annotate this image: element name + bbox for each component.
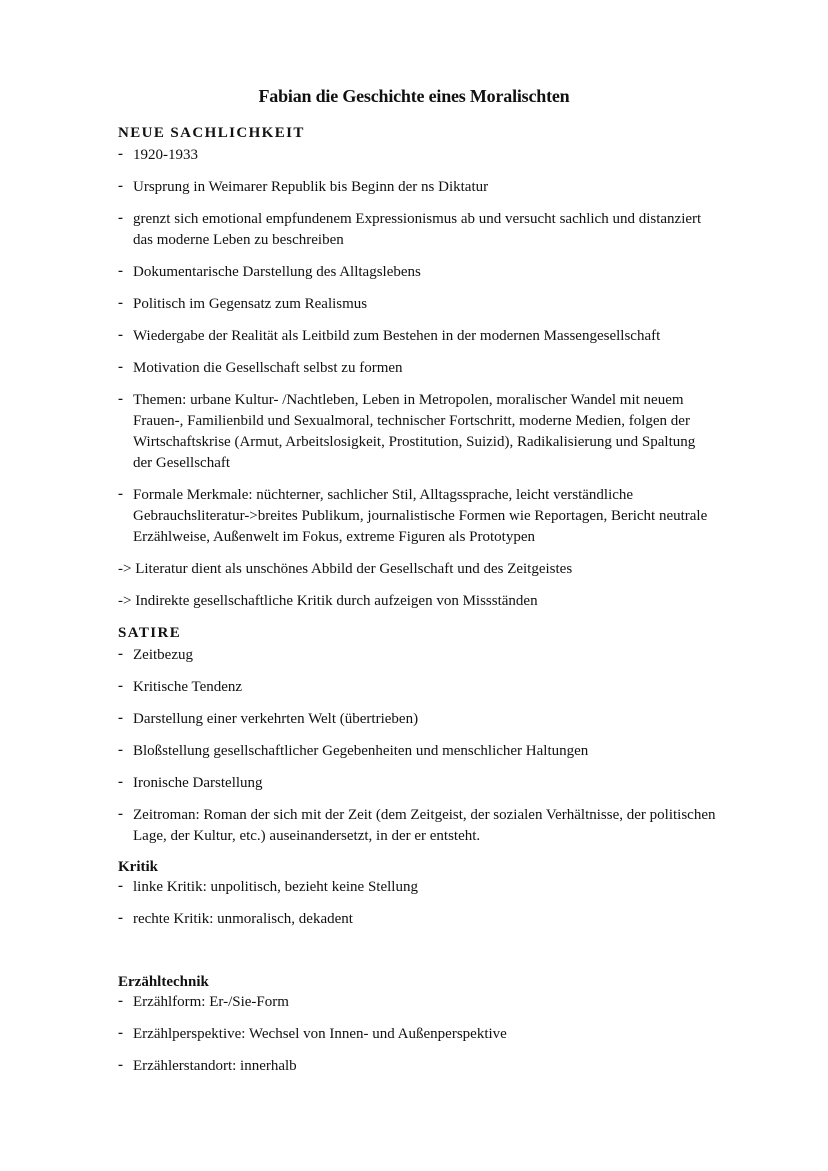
list-item-text: Erzählperspektive: Wechsel von Innen- und Außenperspektive <box>133 1026 507 1042</box>
list-item <box>118 645 718 666</box>
bullet-dash: - <box>118 878 123 894</box>
list-item-text: Darstellung einer verkehrten Welt (übertrieben) <box>133 711 419 727</box>
list-item <box>118 741 718 762</box>
bullet-dash: - <box>118 327 123 343</box>
bullet-dash: - <box>118 1025 123 1041</box>
list-item <box>118 992 718 1013</box>
list-item-text: Erzählerstandort: innerhalb <box>133 1058 297 1074</box>
list-item-text: Ursprung in Weimarer Republik bis Beginn der ns Diktatur <box>133 179 489 195</box>
bullet-dash: - <box>118 295 123 311</box>
section-heading-neue-sachlichkeit: NEUE SACHLICHKEIT <box>118 125 305 141</box>
list-item-text: rechte Kritik: unmoralisch, dekadent <box>133 911 353 927</box>
list-item <box>118 1024 718 1045</box>
list-item <box>118 209 718 251</box>
bullet-dash: - <box>118 210 123 226</box>
list-item-text: Themen: urbane Kultur- /Nachtleben, Leben in Metropolen, moralischer Wandel mit neuem Frauen-, Familienbild und Sexualmoral, technischer Fortschritt, moderne Medien, folgen der Wirtschaftskrise (Armut, Arbeitslosigkeit, Prostitution, Suizid), Radikalisierung und Spaltung der Gesellschaft <box>133 392 696 471</box>
bullet-dash: - <box>118 710 123 726</box>
bullet-dash: - <box>118 678 123 694</box>
list-item <box>118 145 718 166</box>
section-heading-erzaehltechnik: Erzähltechnik <box>118 974 209 990</box>
bullet-dash: - <box>118 263 123 279</box>
list-item <box>118 390 718 474</box>
list-item <box>118 909 718 930</box>
list-item <box>118 677 718 698</box>
bullet-dash: - <box>118 146 123 162</box>
list-item <box>118 709 718 730</box>
document-body <box>118 124 718 1077</box>
list-item <box>118 1056 718 1077</box>
list-item-text: Politisch im Gegensatz zum Realismus <box>133 296 368 312</box>
list-item-text: grenzt sich emotional empfundenem Expressionismus ab und versucht sachlich und distanziert das moderne Leben zu beschreiben <box>133 211 702 248</box>
list-item-text: Wiedergabe der Realität als Leitbild zum Bestehen in der modernen Massengesellschaft <box>133 328 661 344</box>
list-item-text: Ironische Darstellung <box>133 775 263 791</box>
bullet-dash: - <box>118 391 123 407</box>
bullet-dash: - <box>118 774 123 790</box>
bullet-dash: - <box>118 910 123 926</box>
conclusion-line: -> Indirekte gesellschaftliche Kritik durch aufzeigen von Missständen <box>118 593 538 609</box>
list-item-text: Zeitroman: Roman der sich mit der Zeit (dem Zeitgeist, der sozialen Verhältnisse, der politischen Lage, der Kultur, etc.) auseinandersetzt, in der er entsteht. <box>133 807 716 844</box>
section-heading-kritik: Kritik <box>118 859 158 875</box>
list-item <box>118 262 718 283</box>
list-item-text: Motivation die Gesellschaft selbst zu formen <box>133 360 403 376</box>
list-item-text: linke Kritik: unpolitisch, bezieht keine Stellung <box>133 879 418 895</box>
list-item-text: Zeitbezug <box>133 647 193 663</box>
list-item <box>118 326 718 347</box>
list-item-text: Dokumentarische Darstellung des Alltagslebens <box>133 264 421 280</box>
bullet-dash: - <box>118 806 123 822</box>
bullet-dash: - <box>118 993 123 1009</box>
document-title: Fabian die Geschichte eines Moralischten <box>258 86 570 106</box>
bullet-dash: - <box>118 486 123 502</box>
bullet-dash: - <box>118 1057 123 1073</box>
list-item <box>118 177 718 198</box>
list-item-text: Kritische Tendenz <box>133 679 243 695</box>
bullet-dash: - <box>118 178 123 194</box>
list-item <box>118 294 718 315</box>
list-item-text: Bloßstellung gesellschaftlicher Gegebenheiten und menschlicher Haltungen <box>133 743 589 759</box>
bullet-dash: - <box>118 646 123 662</box>
list-item <box>118 485 718 548</box>
list-item <box>118 773 718 794</box>
conclusion-line: -> Literatur dient als unschönes Abbild der Gesellschaft und des Zeitgeistes <box>118 561 573 577</box>
list-item <box>118 358 718 379</box>
list-item-text: Erzählform: Er-/Sie-Form <box>133 994 289 1010</box>
list-item-text: 1920-1933 <box>133 147 198 163</box>
section-heading-satire: SATIRE <box>118 625 182 641</box>
list-item-text: Formale Merkmale: nüchterner, sachlicher Stil, Alltagssprache, leicht verständliche Gebrauchsliteratur->breites Publikum, journalistische Formen wie Reportagen, Bericht neutrale Erzählweise, Außenwelt im Fokus, extreme Figuren als Prototypen <box>133 487 708 545</box>
bullet-dash: - <box>118 359 123 375</box>
list-item <box>118 805 718 847</box>
bullet-dash: - <box>118 742 123 758</box>
list-item <box>118 877 718 898</box>
